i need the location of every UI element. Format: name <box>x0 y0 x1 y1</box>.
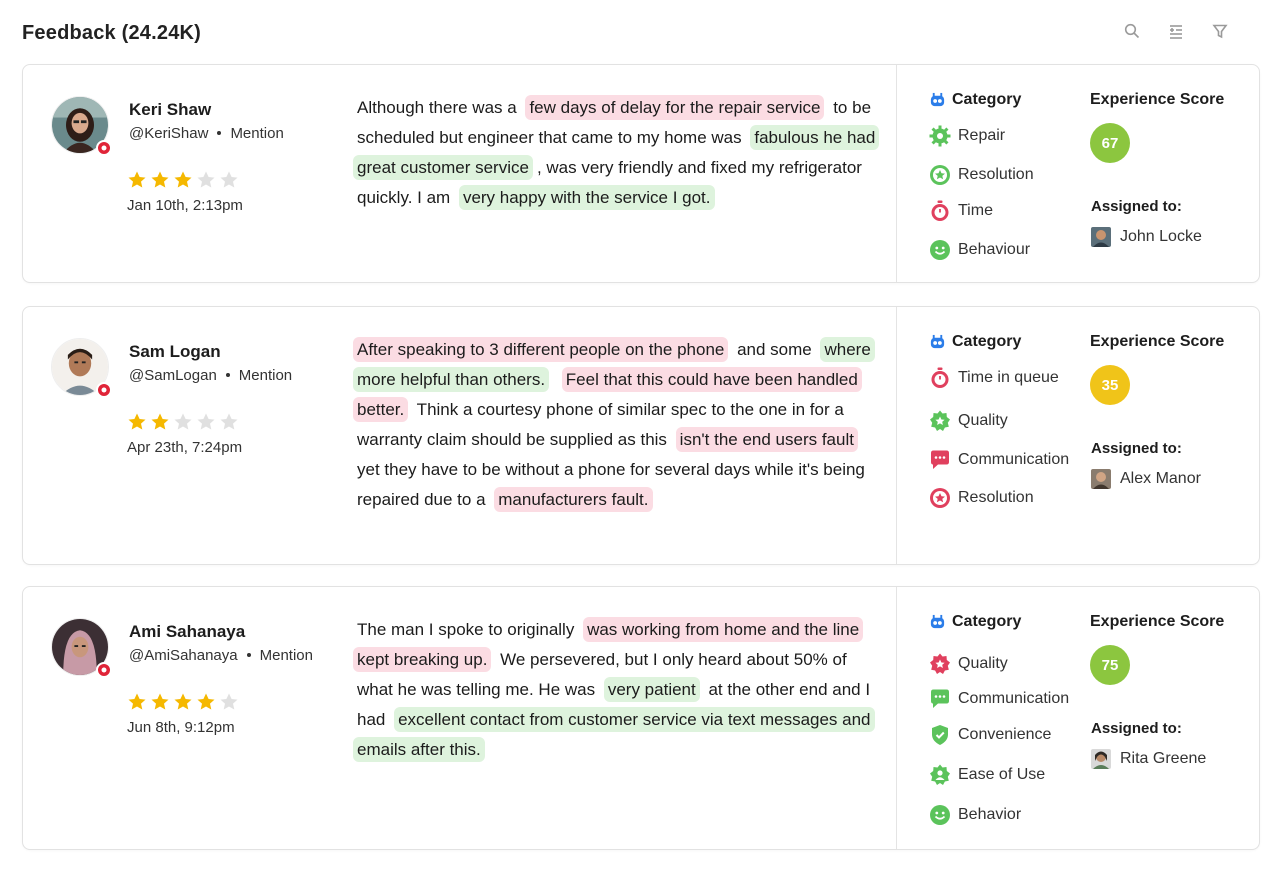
add-list-button[interactable] <box>1167 22 1185 40</box>
mention-type: Mention <box>259 647 313 664</box>
star-empty-icon <box>173 412 193 432</box>
feedback-card[interactable] <box>22 64 1260 283</box>
assignee-name: Rita Greene <box>1120 750 1207 767</box>
feedback-card[interactable] <box>22 586 1260 850</box>
star-rating <box>127 412 239 432</box>
feedback-date: Jun 8th, 9:12pm <box>127 719 235 736</box>
review-segment: We persevered, but I only heard about 50% of what he was telling me. He was <box>357 650 847 699</box>
negative-highlight: was working from home and the line kept breaking up. <box>353 617 863 672</box>
stopwatch-icon <box>929 200 951 222</box>
review-segment: The man I spoke to originally <box>357 620 580 639</box>
toolbar <box>1123 22 1229 40</box>
card-divider <box>896 307 897 564</box>
source-badge <box>96 140 112 156</box>
category-heading: Category <box>929 91 1021 109</box>
experience-score-heading: Experience Score <box>1090 333 1225 350</box>
negative-highlight: After speaking to 3 different people on the phone <box>353 337 728 362</box>
negative-highlight: manufacturers fault. <box>494 487 652 512</box>
page-header <box>22 18 1257 48</box>
assignee[interactable] <box>1091 469 1201 489</box>
user-gear-icon <box>929 764 951 786</box>
star-badge-icon <box>929 487 951 509</box>
experience-score-badge: 35 <box>1090 365 1130 405</box>
star-rating <box>127 692 239 712</box>
star-empty-icon <box>219 412 239 432</box>
category-label: Behavior <box>958 806 1022 823</box>
review-segment: to be scheduled but engineer that came to my home was <box>357 98 872 147</box>
assignee-avatar <box>1091 749 1111 769</box>
category-label: Communication <box>958 451 1070 468</box>
category-item[interactable] <box>929 804 1021 826</box>
category-item[interactable] <box>929 164 1034 186</box>
category-item[interactable] <box>929 125 1005 147</box>
star-empty-icon <box>196 412 216 432</box>
review-segment: Think a courtesy phone of similar spec to the one in for a warranty claim should be supplied as this <box>357 400 844 449</box>
assignee-avatar <box>1091 227 1111 247</box>
category-item[interactable] <box>929 449 1069 471</box>
category-item[interactable] <box>929 688 1069 710</box>
review-text <box>353 335 883 515</box>
star-filled-icon <box>196 692 216 712</box>
yelp-icon <box>100 666 108 674</box>
feedback-card[interactable] <box>22 306 1260 565</box>
experience-score-badge: 67 <box>1090 123 1130 163</box>
star-filled-icon <box>127 412 147 432</box>
gear-icon <box>929 125 951 147</box>
category-label: Time <box>958 202 993 219</box>
smiley-icon <box>929 804 951 826</box>
robot-icon <box>929 92 946 109</box>
star-rating <box>127 170 239 190</box>
experience-score-heading: Experience Score <box>1090 613 1225 630</box>
assigned-to-label: Assigned to: <box>1091 198 1182 215</box>
user-avatar[interactable] <box>51 618 111 678</box>
assignee[interactable] <box>1091 749 1206 769</box>
stopwatch-icon <box>929 367 951 389</box>
category-label: Convenience <box>958 726 1052 743</box>
category-item[interactable] <box>929 653 1008 675</box>
category-item[interactable] <box>929 367 1059 389</box>
assigned-to-label: Assigned to: <box>1091 720 1182 737</box>
user-name[interactable]: Keri Shaw <box>129 100 212 119</box>
card-divider <box>896 65 897 282</box>
positive-highlight: very patient <box>604 677 700 702</box>
star-empty-icon <box>196 170 216 190</box>
negative-highlight: isn't the end users fault <box>676 427 858 452</box>
review-segment: and some <box>732 340 817 359</box>
mention-type: Mention <box>238 367 293 384</box>
user-name[interactable]: Sam Logan <box>129 342 221 361</box>
user-meta <box>129 367 292 384</box>
review-segment: Although there was a <box>357 98 522 117</box>
assignee-avatar <box>1091 469 1111 489</box>
source-badge <box>96 382 112 398</box>
yelp-icon <box>100 386 108 394</box>
experience-score-badge: 75 <box>1090 645 1130 685</box>
star-filled-icon <box>127 692 147 712</box>
robot-icon <box>929 614 946 631</box>
category-heading: Category <box>929 333 1021 351</box>
quality-star-icon <box>929 653 951 675</box>
smiley-icon <box>929 239 951 261</box>
mention-type: Mention <box>230 125 284 142</box>
category-label: Ease of Use <box>958 766 1046 783</box>
star-filled-icon <box>127 170 147 190</box>
yelp-icon <box>100 144 108 152</box>
category-label: Behaviour <box>958 241 1031 258</box>
user-name[interactable]: Ami Sahanaya <box>129 622 246 641</box>
category-label: Resolution <box>958 166 1034 183</box>
positive-highlight: excellent contact from customer service via text messages and emails after this. <box>353 707 875 762</box>
filter-button[interactable] <box>1211 22 1229 40</box>
review-segment: yet they have to be without a phone for several days while it's being repaired due to a <box>357 460 865 509</box>
shield-icon <box>929 724 951 746</box>
search-icon <box>1124 23 1140 39</box>
category-label: Quality <box>958 655 1008 672</box>
chat-bubble-icon <box>929 449 951 471</box>
page-title: Feedback (24.24K) <box>22 22 202 44</box>
category-label: Communication <box>958 690 1070 707</box>
star-filled-icon <box>173 170 193 190</box>
user-meta <box>129 647 313 664</box>
filter-icon <box>1212 23 1228 39</box>
review-segment <box>549 367 562 392</box>
positive-highlight: very happy with the service I got. <box>459 185 715 210</box>
search-button[interactable] <box>1123 22 1141 40</box>
star-empty-icon <box>219 170 239 190</box>
user-meta <box>129 125 284 142</box>
user-handle[interactable]: @SamLogan <box>129 367 217 384</box>
source-badge <box>96 662 112 678</box>
feedback-date: Jan 10th, 2:13pm <box>127 197 243 214</box>
star-filled-icon <box>150 692 170 712</box>
user-handle[interactable]: @KeriShaw <box>129 125 209 142</box>
robot-icon <box>929 334 946 351</box>
category-item[interactable] <box>929 724 1051 746</box>
category-label: Repair <box>958 127 1006 144</box>
category-item[interactable] <box>929 487 1034 509</box>
review-segment: at the other end and I had <box>357 680 871 729</box>
review-segment: , was very friendly and fixed my refrigerator quickly. I am <box>357 158 862 207</box>
feedback-date: Apr 23th, 7:24pm <box>127 439 243 456</box>
user-handle[interactable]: @AmiSahanaya <box>129 647 238 664</box>
star-badge-icon <box>929 164 951 186</box>
star-filled-icon <box>173 692 193 712</box>
assignee[interactable] <box>1091 227 1202 247</box>
star-filled-icon <box>150 412 170 432</box>
user-avatar[interactable] <box>51 338 111 398</box>
category-heading: Category <box>929 613 1021 631</box>
assignee-name: Alex Manor <box>1120 470 1201 487</box>
positive-highlight: where more helpful than others. <box>353 337 875 392</box>
category-item[interactable] <box>929 410 1008 432</box>
category-item[interactable] <box>929 764 1045 786</box>
negative-highlight: Feel that this could have been handled better. <box>353 367 862 422</box>
review-text <box>353 615 883 765</box>
review-text <box>353 93 883 213</box>
card-divider <box>896 587 897 849</box>
quality-star-icon <box>929 410 951 432</box>
category-item[interactable] <box>929 200 993 222</box>
category-label: Quality <box>958 412 1008 429</box>
add-list-icon <box>1168 23 1184 39</box>
positive-highlight: fabulous he had great customer service <box>353 125 879 180</box>
user-avatar[interactable] <box>51 96 111 156</box>
category-item[interactable] <box>929 239 1030 261</box>
experience-score-heading: Experience Score <box>1090 91 1225 108</box>
star-filled-icon <box>150 170 170 190</box>
category-label: Time in queue <box>958 369 1059 386</box>
star-empty-icon <box>219 692 239 712</box>
assigned-to-label: Assigned to: <box>1091 440 1182 457</box>
negative-highlight: few days of delay for the repair service <box>525 95 824 120</box>
assignee-name: John Locke <box>1120 228 1202 245</box>
category-label: Resolution <box>958 489 1034 506</box>
chat-bubble-icon <box>929 688 951 710</box>
